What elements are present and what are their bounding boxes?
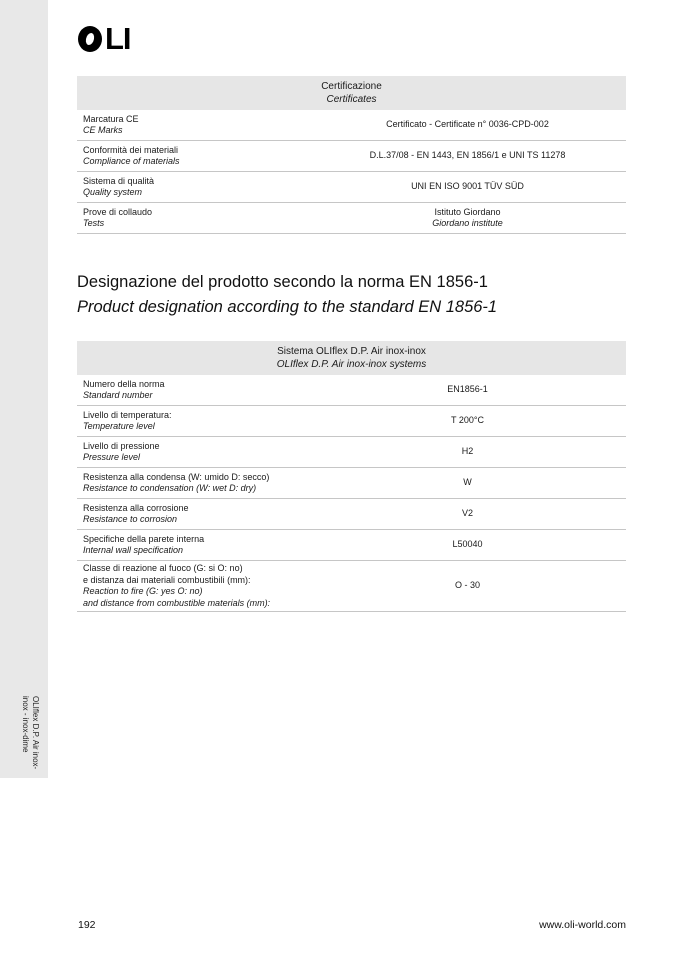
designation-table: [77, 341, 626, 612]
side-section-label: OLIflex D.P. Air inox-inox - inox-dime: [21, 696, 40, 770]
table-row: Resistenza alla corrosione Resistance to corrosion V2: [77, 499, 626, 530]
certificates-table: [77, 76, 626, 234]
designation-heading: [77, 270, 497, 320]
designation-header: Sistema OLIflex D.P. Air inox-inox OLIflex D.P. Air inox-inox systems: [77, 341, 626, 375]
page-number: 192: [78, 919, 96, 931]
designation-title-en: Product designation according to the standard EN 1856-1: [77, 298, 498, 316]
table-row: Marcatura CE CE Marks Certificato - Certificate n° 0036-CPD-002: [77, 110, 626, 141]
logo-letters: LI: [105, 21, 131, 56]
table-row: Prove di collaudo Tests Istituto Giordano Giordano institute: [77, 203, 626, 234]
website-link[interactable]: www.oli-world.com: [539, 919, 626, 931]
table-row: Numero della norma Standard number EN1856-1: [77, 375, 626, 406]
table-row: Resistenza alla condensa (W: umido D: secco) Resistance to condensation (W: wet D: dry) W: [77, 468, 626, 499]
oli-logo: [78, 21, 131, 56]
side-strip: [0, 0, 48, 778]
designation-title-it: Designazione del prodotto secondo la norma EN 1856-1: [77, 273, 488, 291]
certificates-header: Certificazione Certificates: [77, 76, 626, 110]
table-row-fire: Classe di reazione al fuoco (G: si O: no) e distanza dai materiali combustibili (mm): Reaction to fire (G: yes O: no) and distance from combustible materials (mm): O - 30: [77, 561, 626, 612]
table-row: Livello di pressione Pressure level H2: [77, 437, 626, 468]
logo-o-mark: [78, 26, 102, 52]
table-row: Livello di temperatura: Temperature level T 200°C: [77, 406, 626, 437]
table-row: Sistema di qualità Quality system UNI EN ISO 9001 TÜV SÜD: [77, 172, 626, 203]
table-row: Specifiche della parete interna Internal wall specification L50040: [77, 530, 626, 561]
table-row: Conformità dei materiali Compliance of materials D.L.37/08 - EN 1443, EN 1856/1 e UNI TS 11278: [77, 141, 626, 172]
